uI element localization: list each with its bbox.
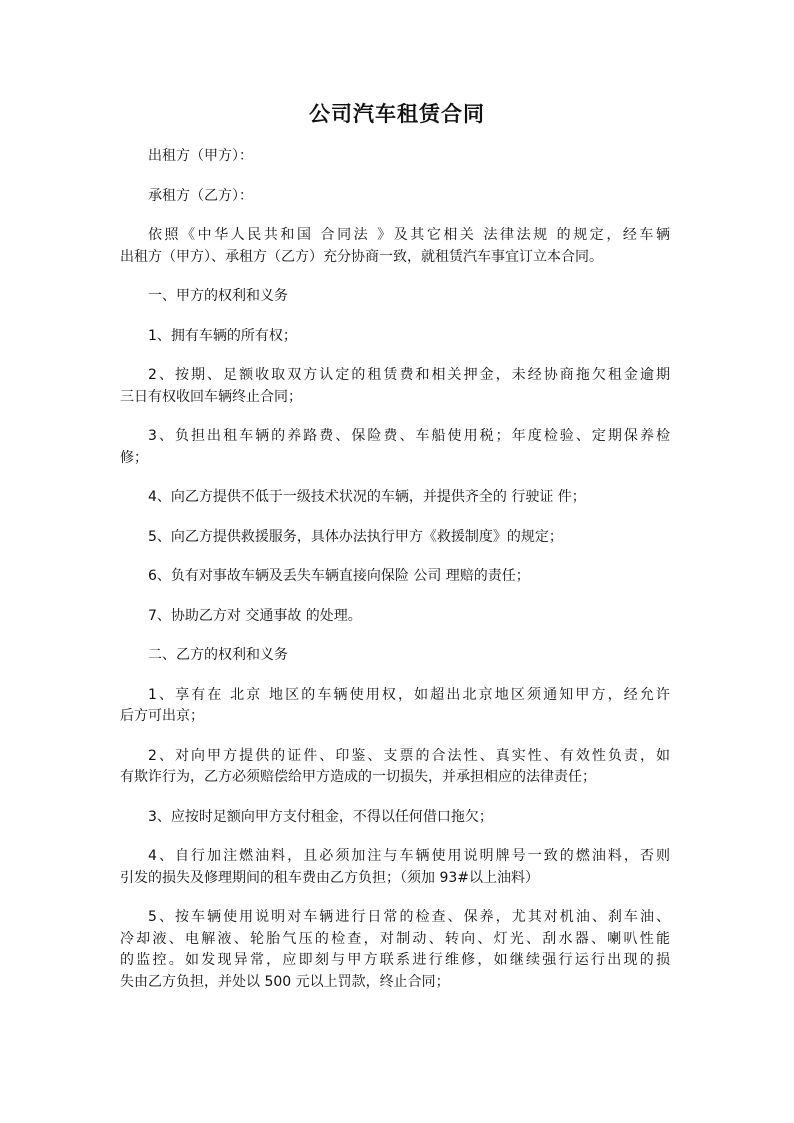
paragraph [120,527,670,549]
paragraph [120,807,670,829]
paragraph-line: 依照《中华人民共和国 合同法 》及其它相关 法律法规 的规定，经车辆 [148,227,670,243]
paragraph-line: 冷却液、电解液、轮胎气压的检查，对制动、转向、灯光、刮水器、喇叭性能 [120,930,670,947]
paragraph-line: 1、享有在 北京 地区的车辆使用权，如超出北京地区须通知甲方，经允许 [148,686,670,703]
paragraph [120,326,670,348]
paragraph-line: 5、按车辆使用说明对车辆进行日常的检查、保养，尤其对机油、刹车油、 [148,909,670,925]
paragraph-line: 的监控。如发现异常，应即刻与甲方联系进行维修，如继续强行运行出现的损 [120,952,670,968]
paragraph-line: 2、按期、足额收取双方认定的租赁费和相关押金，未经协商拖欠租金逾期 [148,367,670,383]
paragraph-line: 6、负有对事故车辆及丢失车辆直接向保险 公司 理赔的责任； [148,568,530,584]
paragraph-line: 4、自行加注燃油料，且必须加注与车辆使用说明牌号一致的燃油料，否则 [148,848,670,864]
paragraph [120,685,670,728]
paragraph-line: 承租方（乙方）： [148,187,253,204]
paragraph-line: 5、向乙方提供救援服务，具体办法执行甲方《救援制度》的规定； [148,528,563,545]
paragraph-line: 有欺诈行为，乙方必须赔偿给甲方造成的一切损失，并承担相应的法律责任； [120,769,596,785]
paragraph-line: 一、甲方的权利和义务 [148,288,288,304]
paragraph [120,487,670,509]
paragraph-line: 后方可出京； [120,708,204,724]
paragraph [120,225,670,268]
paragraph-line: 出租方（甲方）、承租方（乙方）充分协商一致，就租赁汽车事宜订立本合同。 [120,248,603,265]
paragraph-line: 失由乙方负担，并处以 500 元以上罚款，终止合同； [120,973,450,990]
paragraph [120,186,670,208]
paragraph-line: 4、向乙方提供不低于一级技术状况的车辆，并提供齐全的 行驶证 件； [148,489,586,505]
paragraph [120,746,670,789]
paragraph-line: 2、对向甲方提供的证件、印鉴、支票的合法性、真实性、有效性负责，如 [148,747,670,764]
paragraph [120,146,670,168]
paragraph [120,286,670,308]
paragraph-line: 3、负担出租车辆的养路费、保险费、车船使用税；年度检验、定期保养检 [148,428,670,444]
document-title: 公司汽车租赁合同 [309,101,485,126]
paragraph [120,566,670,588]
paragraph-line: 3、应按时足额向甲方支付租金，不得以任何借口拖欠； [148,808,493,825]
paragraph-line: 引发的损失及修理期间的租车费由乙方负担；（须加 93#以上油料） [120,869,539,886]
paragraph-line: 二、乙方的权利和义务 [148,647,288,663]
paragraph [120,365,670,408]
paragraph [120,645,670,667]
paragraph [120,907,670,993]
paragraph-line: 出租方（甲方）： [148,148,253,164]
paragraph [120,606,670,628]
paragraph-line: 修； [120,449,148,466]
paragraph-line: 三日有权收回车辆终止合同； [120,388,302,405]
paragraph [120,846,670,889]
paragraph-line: 7、协助乙方对 交通事故 的处理。 [148,607,362,624]
paragraph [120,426,670,469]
document-body [120,146,670,1011]
paragraph-line: 1、拥有车辆的所有权； [148,327,297,344]
